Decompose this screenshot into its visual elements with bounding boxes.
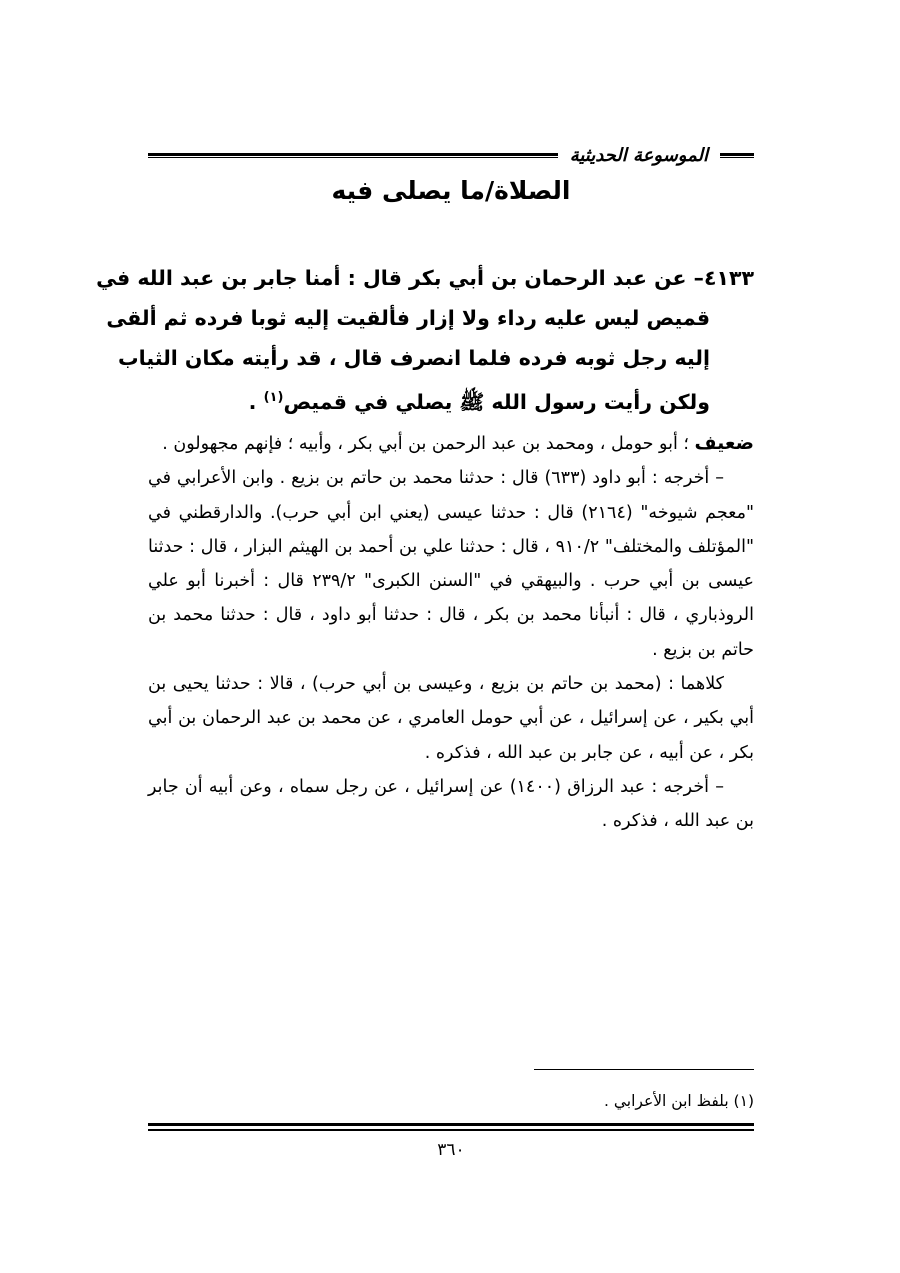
book-title: الموسوعة الحديثية bbox=[569, 144, 708, 166]
running-header bbox=[148, 140, 754, 170]
hadith-line-4-end: . bbox=[248, 389, 264, 414]
hadith-line-4 bbox=[148, 378, 710, 422]
header-rule-short bbox=[720, 153, 754, 158]
hadith-line-4-text: ولكن رأيت رسول الله ﷺ يصلي في قميص bbox=[283, 389, 710, 414]
hadith-text bbox=[96, 258, 754, 422]
page-number: ٣٦٠ bbox=[437, 1140, 465, 1160]
hadith-line-2: قميص ليس عليه رداء ولا إزار فألقيت إليه ثوبا فرده ثم ألقى bbox=[106, 306, 710, 330]
takhrij-paragraph-1: – أخرجه : أبو داود (٦٣٣) قال : حدثنا محمد بن حاتم بن بزيع . وابن الأعرابي في "معجم شيوخه" (٢١٦٤) قال : حدثنا عيسى (يعني ابن أبي حرب). والدارقطني في "المؤتلف والمختلف" ٩١٠/٢ ، قال : حدثنا علي بن أحمد بن الهيثم البزار ، قال : حدثنا عيسى بن أبي حرب . والبيهقي في "السنن الكبرى" ٢٣٩/٢ قال : أخبرنا أبو علي الروذباري ، قال : أنبأنا محمد بن بكر ، قال : حدثنا أبو داود ، قال : حدثنا محمد بن حاتم بن بزيع . bbox=[148, 468, 754, 660]
takhrij-paragraph-3: – أخرجه : عبد الرزاق (١٤٠٠) عن إسرائيل ، عن رجل سماه ، وعن أبيه أن جابر بن عبد الله ، فذكره . bbox=[148, 776, 754, 832]
hadith-line-1: ٤١٣٣– عن عبد الرحمان بن أبي بكر قال : أمنا جابر بن عبد الله في bbox=[96, 266, 754, 290]
footnote-divider bbox=[534, 1069, 754, 1070]
header-rule-long bbox=[148, 153, 558, 158]
grading-paragraph bbox=[148, 426, 754, 461]
takhrij-paragraph-2: كلاهما : (محمد بن حاتم بن بزيع ، وعيسى بن أبي حرب) ، قالا : حدثنا يحيى بن أبي بكير ، عن إسرائيل ، عن أبي حومل العامري ، عن محمد بن عبد الرحمان بن أبي بكر ، عن أبيه ، عن جابر بن عبد الله ، فذكره . bbox=[148, 674, 754, 763]
footnote: (١) بلفظ ابن الأعرابي . bbox=[604, 1092, 754, 1110]
footnote-ref: (١) bbox=[263, 390, 284, 405]
commentary bbox=[148, 426, 754, 839]
bottom-double-rule bbox=[148, 1123, 754, 1131]
chapter-title: الصلاة/ما يصلى فيه bbox=[331, 176, 571, 205]
grading-text: ؛ أبو حومل ، ومحمد بن عبد الرحمن بن أبي بكر ، وأبيه ؛ فإنهم مجهولون . bbox=[162, 434, 695, 454]
grading-label: ضعيف bbox=[694, 432, 754, 454]
hadith-line-3: إليه رجل ثوبه فرده فلما انصرف قال ، قد رأيته مكان الثياب bbox=[118, 346, 710, 370]
